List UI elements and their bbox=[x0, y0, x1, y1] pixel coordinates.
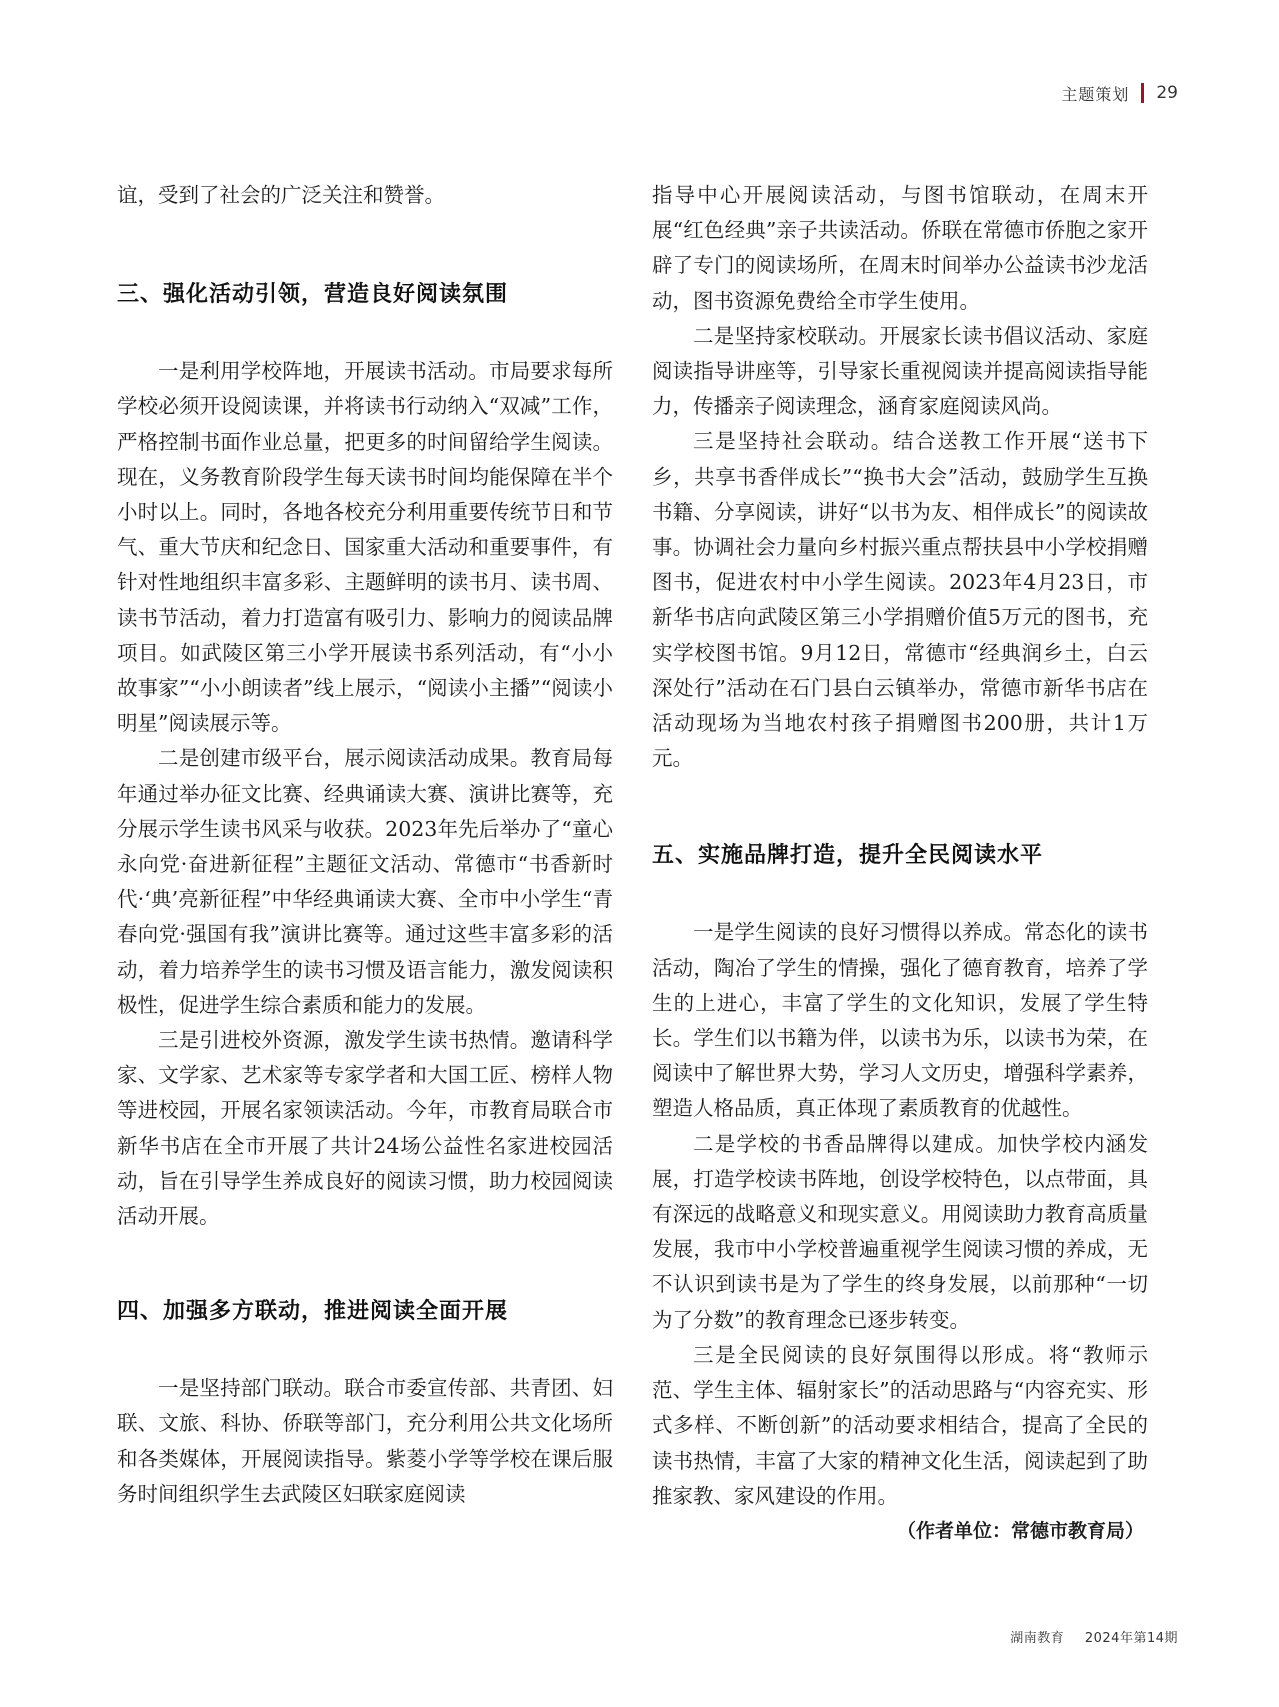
paragraph: 二是学校的书香品牌得以建成。加快学校内涵发展，打造学校读书阵地，创设学校特色，以点带面，具有深远的战略意义和现实意义。用阅读助力教育高质量发展，我市中小学校普遍重视学生阅读习惯的养成，无不认识到读书是为了学生的终身发展，以前那种“一切为了分数”的教育理念已逐步转变。 bbox=[652, 1131, 1148, 1332]
issue-number: 2024年第14期 bbox=[1084, 1631, 1178, 1646]
right-column bbox=[652, 178, 1148, 1549]
paragraph: 三是坚持社会联动。结合送教工作开展“送书下乡，共享书香伴成长”“换书大会”活动，鼓励学生互换书籍、分享阅读，讲好“以书为友、相伴成长”的阅读故事。协调社会力量向乡村振兴重点帮扶县中小学校捐赠图书，促进农村中小学生阅读。2023年4月23日，市新华书店向武陵区第三小学捐赠价值5万元的图书，充实学校图书馆。9月12日，常德市“经典润乡土，白云深处行”活动在石门县白云镇举办，常德市新华书店在活动现场为当地农村孩子捐赠图书200册，共计1万元。 bbox=[652, 429, 1148, 771]
paragraph: 三是全民阅读的良好氛围得以形成。将“教师示范、学生主体、辐射家长”的活动思路与“内容充实、形式多样、不断创新”的活动要求相结合，提高了全民的读书热情，丰富了大家的精神文化生活，阅读起到了助推家教、家风建设的作用。 bbox=[652, 1342, 1148, 1508]
paragraph: 二是创建市级平台，展示阅读活动成果。教育局每年通过举办征文比赛、经典诵读大赛、演讲比赛等，充分展示学生读书风采与收获。2023年先后举办了“童心永向党·奋进新征程”主题征文活动、常德市“书香新时代·‘典’亮新征程”中华经典诵读大赛、全市中小学生“青春向党·强国有我”演讲比赛等。通过这些丰富多彩的活动，着力培养学生的读书习惯及语言能力，激发阅读积极性，促进学生综合素质和能力的发展。 bbox=[117, 746, 613, 1017]
journal-name: 湖南教育 bbox=[1010, 1631, 1065, 1646]
section-heading: 四、加强多方联动，推进阅读全面开展 bbox=[117, 1299, 509, 1325]
paragraph: 二是坚持家校联动。开展家长读书倡议活动、家庭阅读指导讲座等，引导家长重视阅读并提高阅读指导能力，传播亲子阅读理念，涵育家庭阅读风尚。 bbox=[652, 323, 1148, 419]
paragraph: 一是利用学校阵地，开展读书活动。市局要求每所学校必须开设阅读课，并将读书行动纳入“双减”工作，严格控制书面作业总量，把更多的时间留给学生阅读。现在，义务教育阶段学生每天读书时间均能保障在半个小时以上。同时，各地各校充分利用重要传统节日和节气、重大节庆和纪念日、国家重大活动和重要事件，有针对性地组织丰富多彩、主题鲜明的读书月、读书周、读书节活动，着力打造富有吸引力、影响力的阅读品牌项目。如武陵区第三小学开展读书系列活动，有“小小故事家”“小小朗读者”线上展示，“阅读小主播”“阅读小明星”阅读展示等。 bbox=[117, 359, 613, 736]
paragraph: 三是引进校外资源，激发学生读书热情。邀请科学家、文学家、艺术家等专家学者和大国工匠、榜样人物等进校园，开展名家领读活动。今年，市教育局联合市新华书店在全市开展了共计24场公益性名家进校园活动，旨在引导学生养成良好的阅读习惯，助力校园阅读活动开展。 bbox=[117, 1028, 613, 1229]
section-title: 主题策划 bbox=[1061, 84, 1130, 104]
paragraph: 指导中心开展阅读活动，与图书馆联动，在周末开展“红色经典”亲子共读活动。侨联在常德市侨胞之家开辟了专门的阅读场所，在周末时间举办公益读书沙龙活动，图书资源免费给全市学生使用。 bbox=[652, 183, 1148, 313]
section-heading: 三、强化活动引领，营造良好阅读氛围 bbox=[117, 282, 509, 308]
paragraph: 一是学生阅读的良好习惯得以养成。常态化的读书活动，陶冶了学生的情操，强化了德育教育，培养了学生的上进心，丰富了学生的文化知识，发展了学生特长。学生们以书籍为伴，以读书为乐，以读书为荣，在阅读中了解世界大势，学习人文历史，增强科学素养，塑造人格品质，真正体现了素质教育的优越性。 bbox=[652, 920, 1148, 1121]
author-affiliation: （作者单位：常德市教育局） bbox=[896, 1519, 1144, 1542]
paragraph: 谊，受到了社会的广泛关注和赞誉。 bbox=[117, 183, 445, 207]
running-header bbox=[1061, 80, 1178, 106]
section-heading: 五、实施品牌打造，提升全民阅读水平 bbox=[652, 843, 1044, 869]
paragraph: 一是坚持部门联动。联合市委宣传部、共青团、妇联、文旅、科协、侨联等部门，充分利用公共文化场所和各类媒体，开展阅读指导。紫菱小学等学校在课后服务时间组织学生去武陵区妇联家庭阅读 bbox=[117, 1376, 613, 1506]
running-footer bbox=[1010, 1627, 1178, 1646]
left-column bbox=[117, 178, 613, 1512]
page-number: 29 bbox=[1156, 83, 1178, 103]
header-accent-bar bbox=[1141, 83, 1144, 103]
